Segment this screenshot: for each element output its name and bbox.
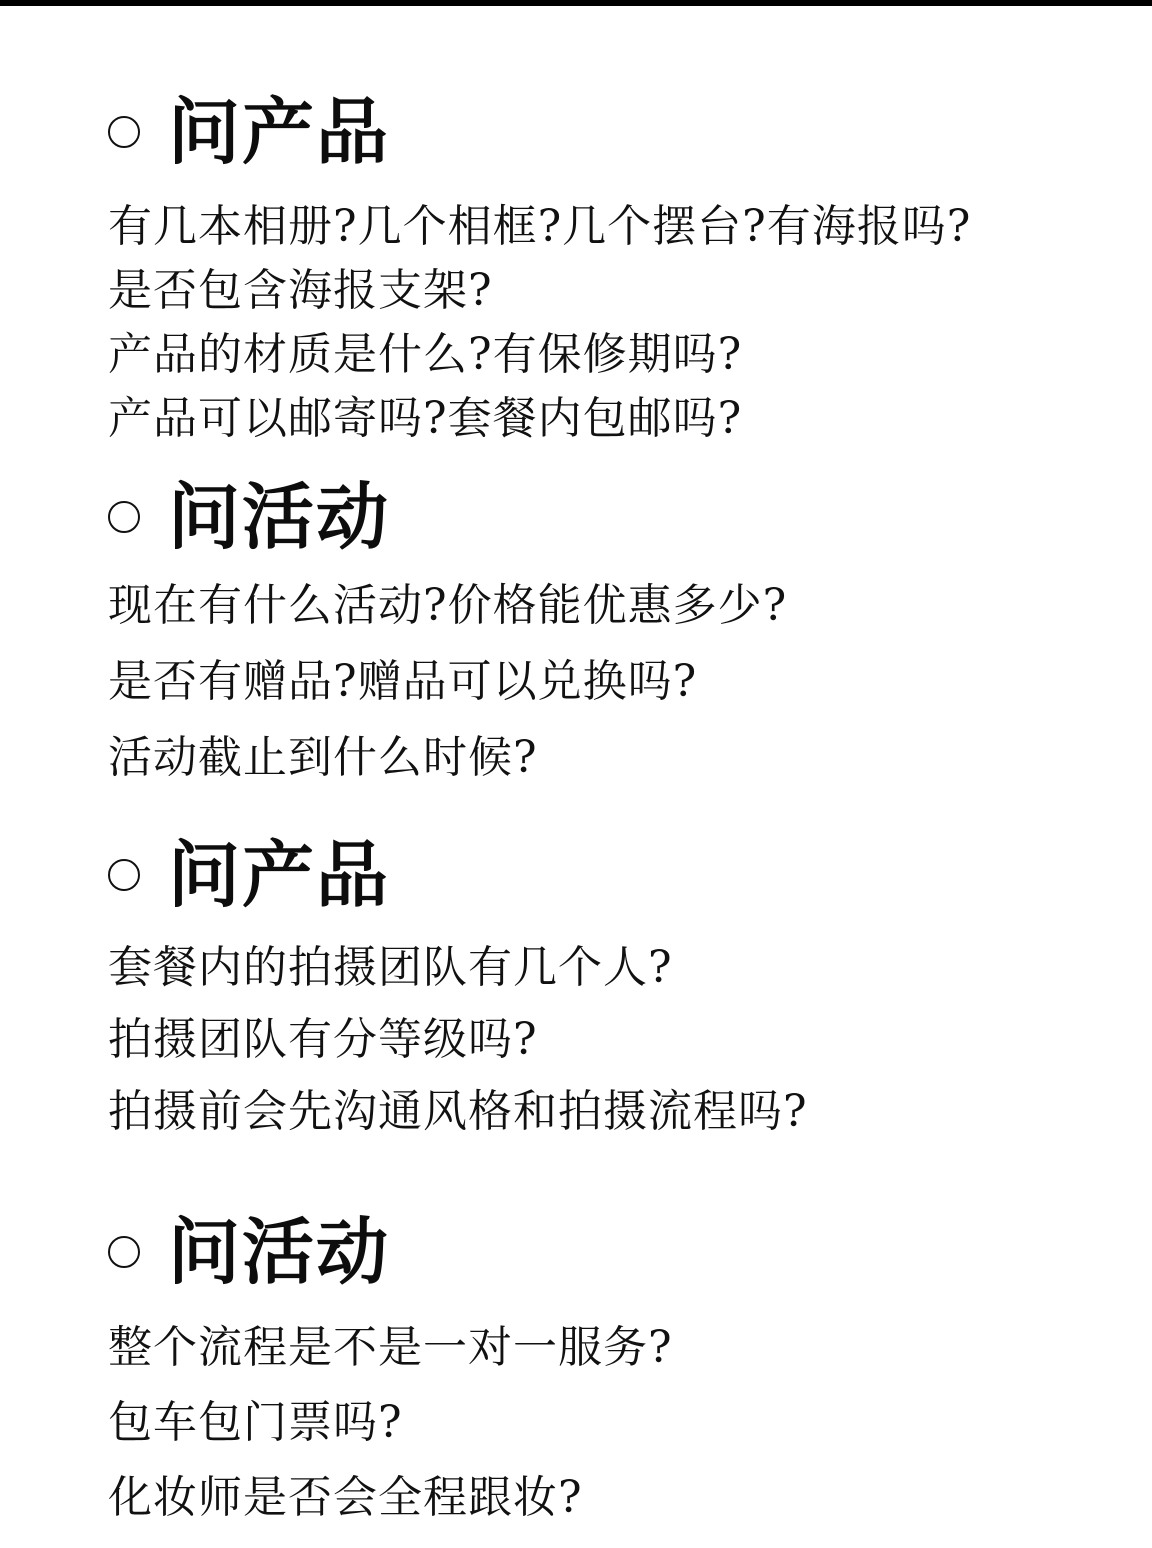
section-heading-text: 问产品 bbox=[168, 89, 391, 174]
question-line: 产品的材质是什么?有保修期吗? bbox=[108, 329, 743, 380]
question-line: 是否有赠品?赠品可以兑换吗? bbox=[108, 656, 698, 707]
section-heading bbox=[108, 87, 390, 177]
section-heading-text: 问活动 bbox=[168, 1209, 391, 1294]
circle-bullet-icon bbox=[108, 501, 140, 533]
section-heading bbox=[108, 472, 390, 562]
question-line: 产品可以邮寄吗?套餐内包邮吗? bbox=[108, 393, 743, 444]
circle-bullet-icon bbox=[108, 1236, 140, 1268]
section-heading-text: 问活动 bbox=[168, 474, 391, 559]
question-line: 有几本相册?几个相框?几个摆台?有海报吗? bbox=[108, 201, 972, 252]
question-line: 活动截止到什么时候? bbox=[108, 732, 538, 783]
section-heading bbox=[108, 830, 390, 920]
question-line: 是否包含海报支架? bbox=[108, 265, 493, 316]
question-line: 整个流程是不是一对一服务? bbox=[108, 1322, 673, 1373]
question-line: 套餐内的拍摄团队有几个人? bbox=[108, 942, 673, 993]
section-heading bbox=[108, 1207, 390, 1297]
question-line: 拍摄团队有分等级吗? bbox=[108, 1014, 538, 1065]
question-line: 拍摄前会先沟通风格和拍摄流程吗? bbox=[108, 1086, 808, 1137]
circle-bullet-icon bbox=[108, 859, 140, 891]
question-line: 化妆师是否会全程跟妆? bbox=[108, 1472, 583, 1523]
section-heading-text: 问产品 bbox=[168, 832, 391, 917]
top-border bbox=[0, 0, 1152, 6]
question-line: 包车包门票吗? bbox=[108, 1397, 403, 1448]
circle-bullet-icon bbox=[108, 116, 140, 148]
question-line: 现在有什么活动?价格能优惠多少? bbox=[108, 580, 788, 631]
